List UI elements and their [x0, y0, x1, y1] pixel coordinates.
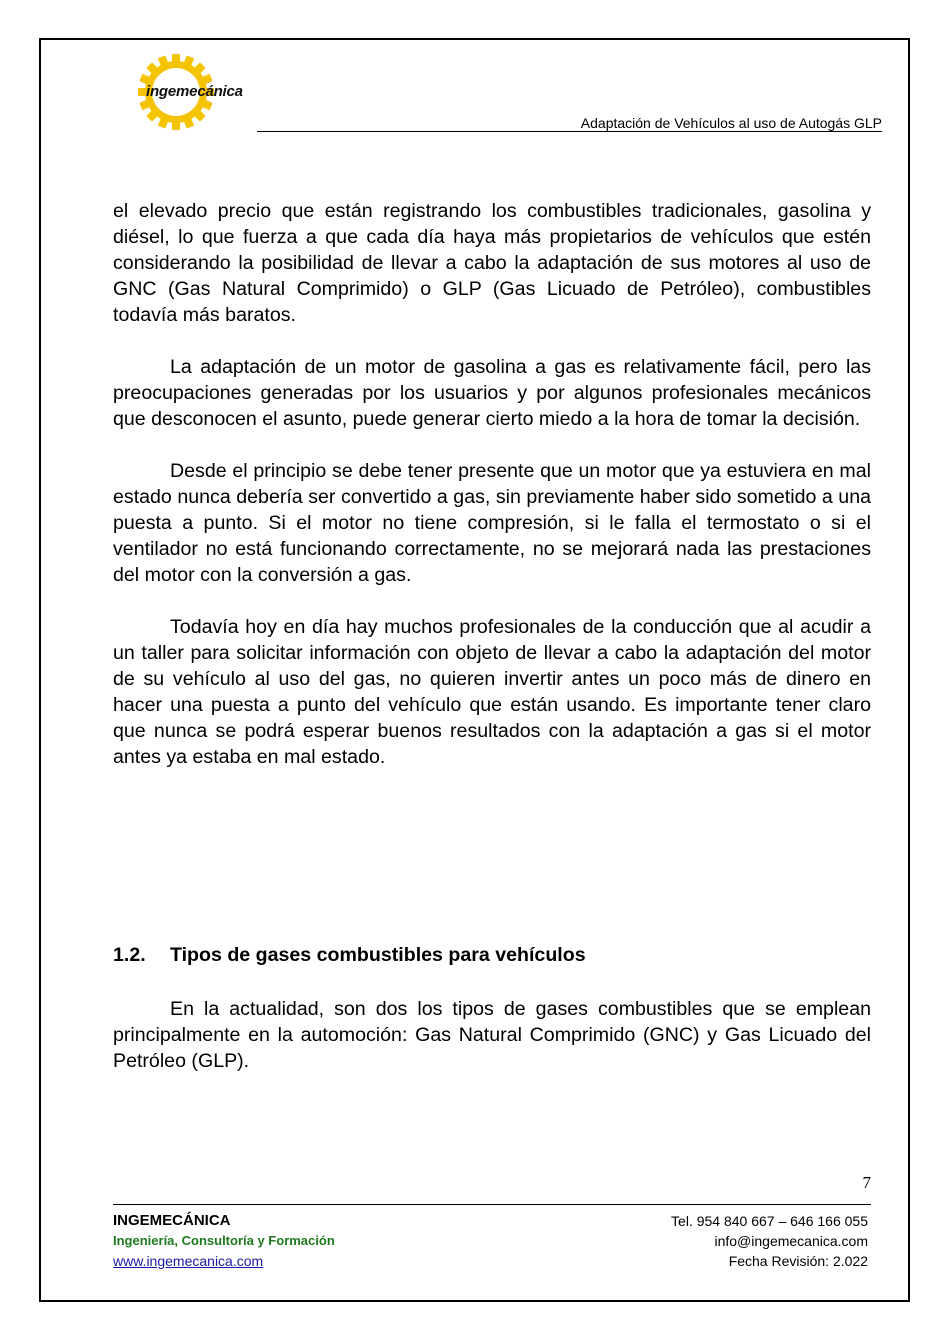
page-number: 7 [862, 1173, 871, 1192]
footer-divider [113, 1204, 871, 1205]
footer-revision-date: Fecha Revisión: 2.022 [728, 1253, 868, 1269]
section-title: Tipos de gases combustibles para vehículos [170, 944, 586, 966]
paragraph: Desde el principio se debe tener presente que un motor que ya estuviera en mal estado nunca debería ser convertido a gas, sin previamente haber sido sometido a una puesta a punto. Si el motor no tiene compresión, si le falla el termostato o si el ventilador no está funcionando correctamente, no se mejorará nada las prestaciones del motor con la conversión a gas. [113, 460, 871, 586]
paragraph: En la actualidad, son dos los tipos de gases combustibles que se emplean principalmente en la automoción: Gas Natural Comprimido (GNC) y Gas Licuado del Petróleo (GLP). [113, 998, 871, 1072]
document-title: Adaptación de Vehículos al uso de Autogás GLP [580, 115, 882, 131]
footer-website-link[interactable]: www.ingemecanica.com [113, 1253, 264, 1269]
footer-phone: Tel. 954 840 667 – 646 166 055 [671, 1213, 868, 1229]
company-logo [128, 54, 258, 130]
paragraph: el elevado precio que están registrando los combustibles tradicionales, gasolina y diésel, lo que fuerza a que cada día haya más propietarios de vehículos que estén considerando la posibilidad de llevar a cabo la adaptación de sus motores al uso de GNC (Gas Natural Comprimido) o GLP (Gas Licuado de Petróleo), combustibles todavía más baratos. [113, 200, 871, 326]
footer-email: info@ingemecanica.com [714, 1233, 868, 1249]
logo-text: ingemecánica [146, 83, 243, 100]
paragraph: La adaptación de un motor de gasolina a gas es relativamente fácil, pero las preocupaciones generadas por los usuarios y por algunos profesionales mecánicos que desconocen el asunto, puede generar cierto miedo a la hora de tomar la decisión. [113, 356, 871, 430]
footer-company-info [113, 1211, 335, 1271]
footer-tagline: Ingeniería, Consultoría y Formación [113, 1233, 335, 1248]
footer-contact-info [671, 1211, 868, 1271]
header-divider [257, 131, 882, 132]
section-number: 1.2. [113, 944, 146, 966]
paragraph: Todavía hoy en día hay muchos profesionales de la conducción que al acudir a un taller para solicitar información con objeto de llevar a cabo la adaptación del motor de su vehículo al uso del gas, no quieren invertir antes un poco más de dinero en hacer una puesta a punto del vehículo que están usando. Es importante tener claro que nunca se podrá esperar buenos resultados con la adaptación a gas si el motor antes ya estaba en mal estado. [113, 616, 871, 768]
body-text [113, 198, 871, 796]
section-body [113, 996, 871, 1074]
section-heading [113, 944, 586, 967]
footer-company-name: INGEMECÁNICA [113, 1212, 231, 1229]
